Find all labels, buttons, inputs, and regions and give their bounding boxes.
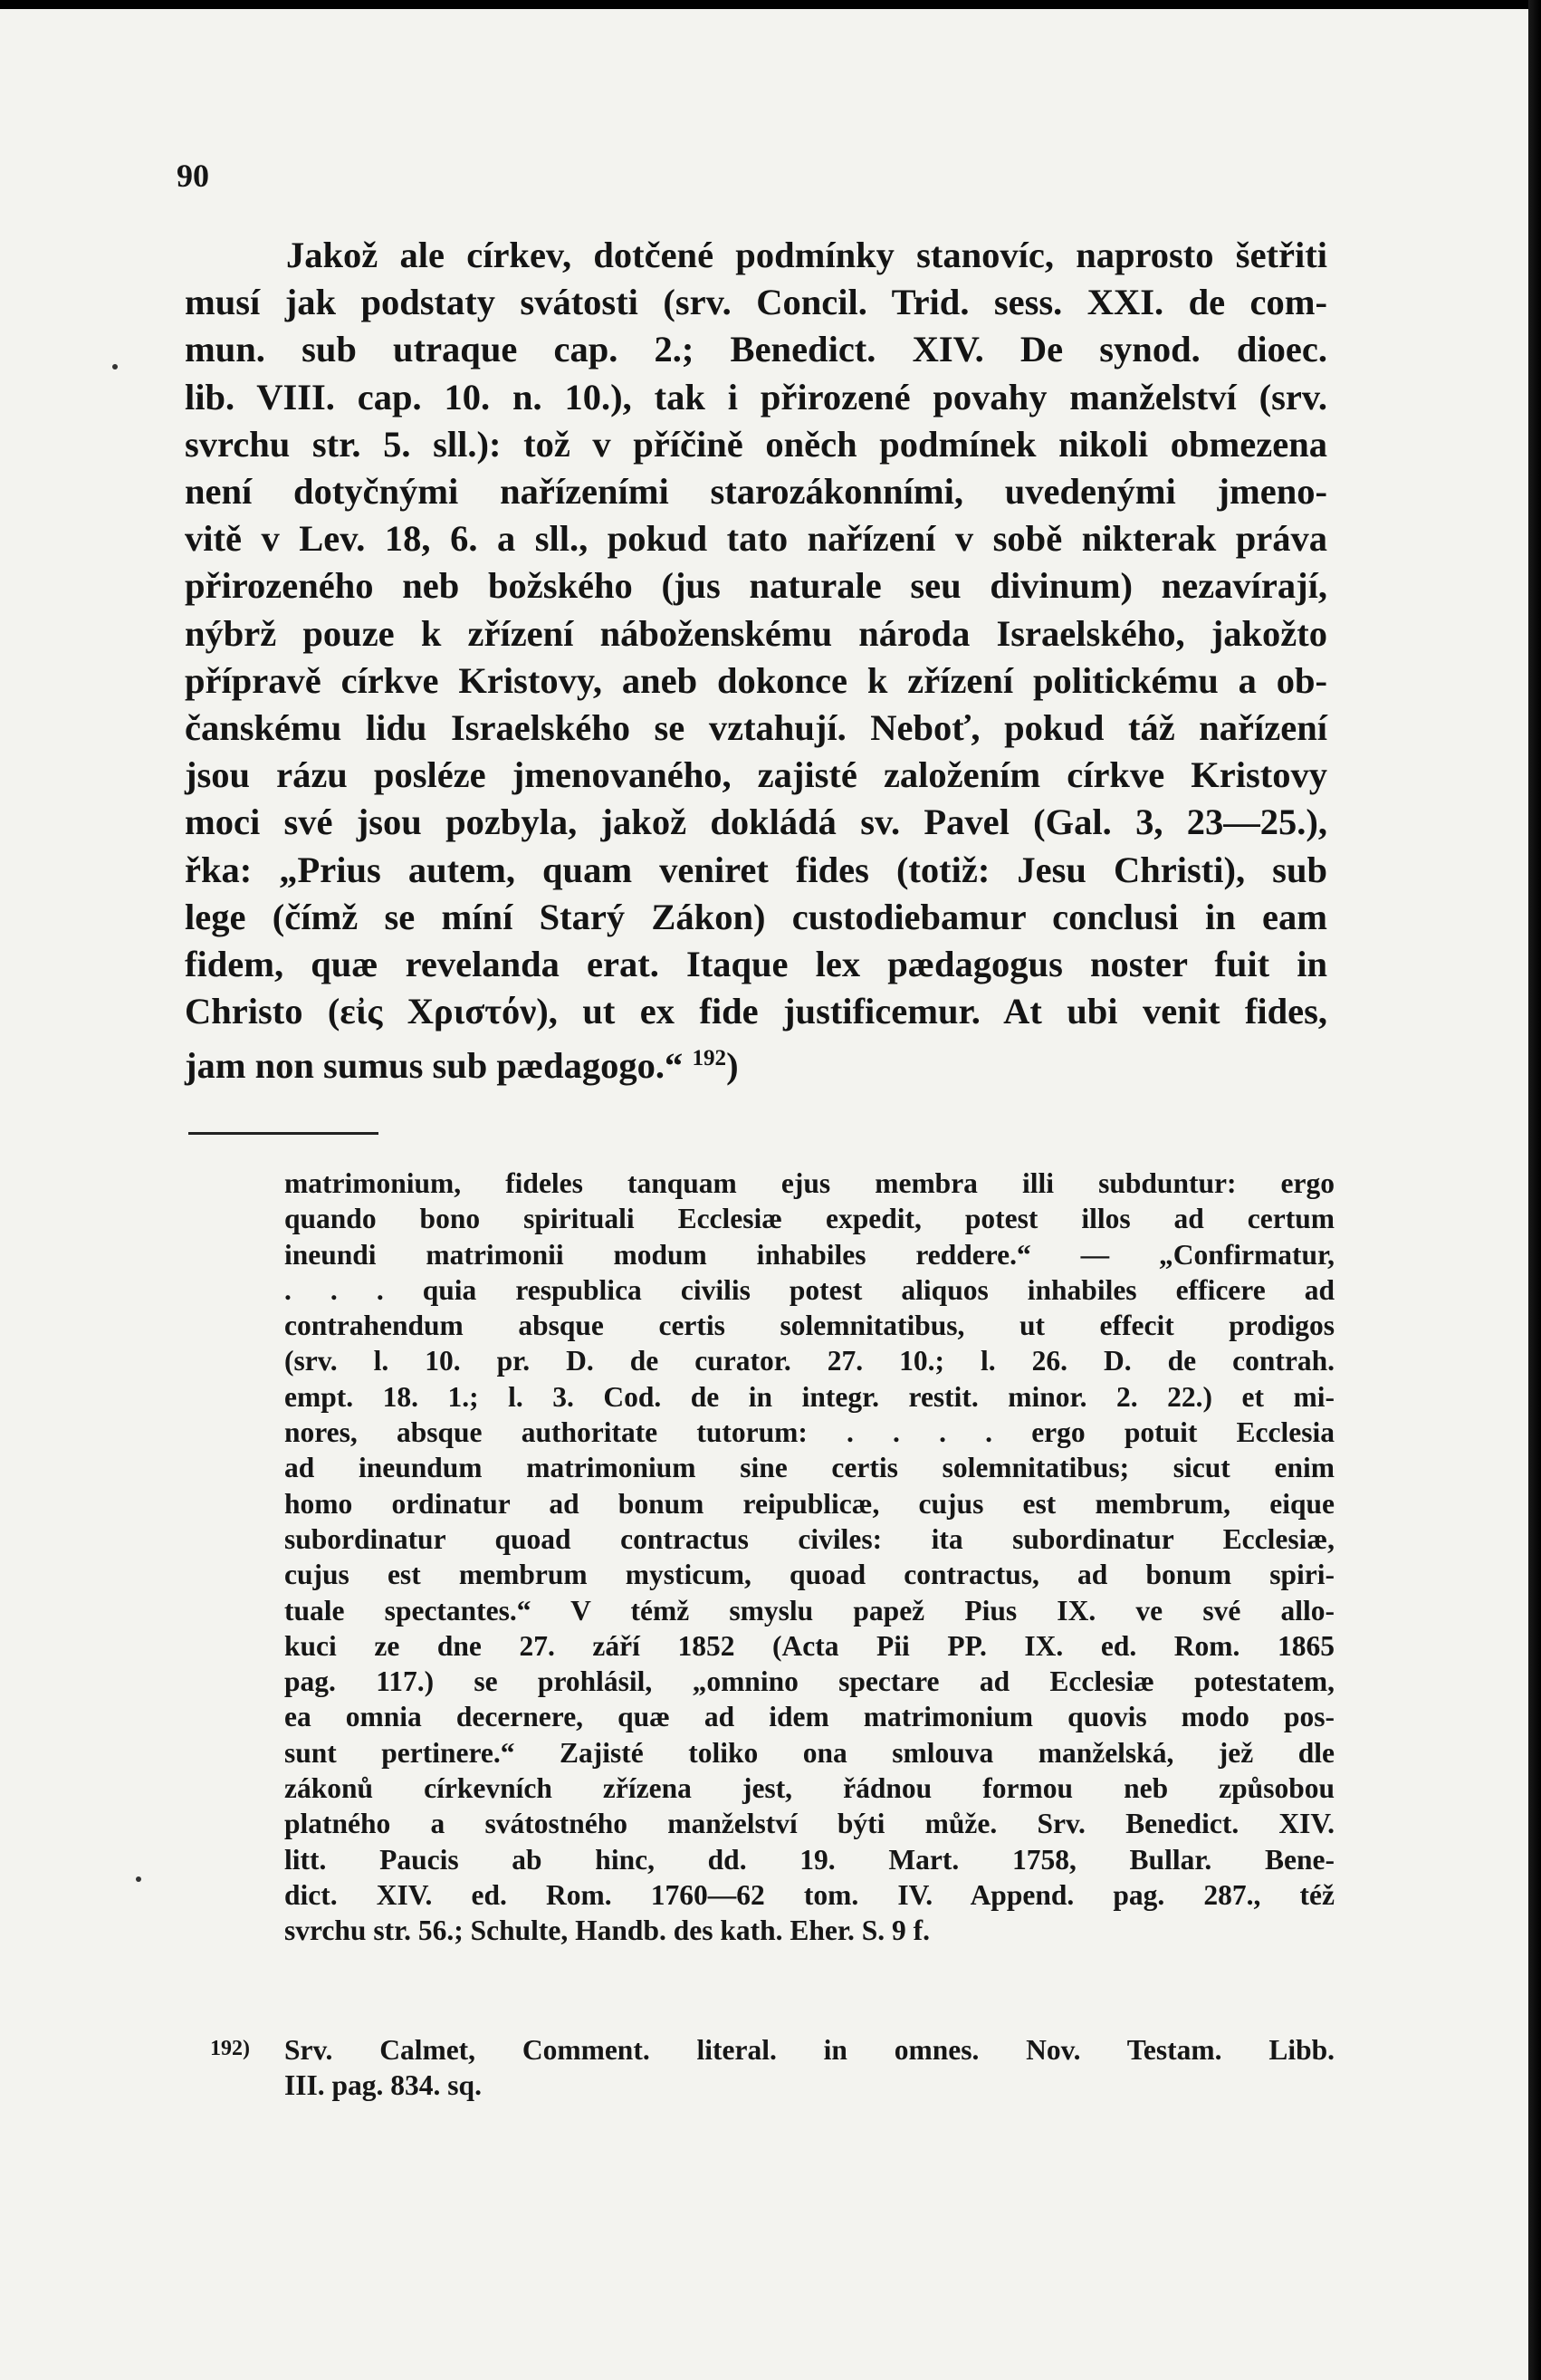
footnote-line: ea omnia decernere, quæ ad idem matrimonium quovis modo pos- — [284, 1701, 1335, 1733]
footnote-line: sunt pertinere.“ Zajisté toliko ona smlouva manželská, jež dle — [284, 1736, 1335, 1769]
main-line: jsou rázu posléze jmenovaného, zajisté založením církve Kristovy — [185, 754, 1327, 796]
footnote-192-line: Srv. Calmet, Comment. literal. in omnes. Nov. Testam. Libb. — [284, 2034, 1335, 2066]
main-line: Christo (εἰς Χριστόν), ut ex fide justificemur. At ubi venit fides, — [185, 991, 1327, 1032]
footnote-line: zákonů církevních zřízena jest, řádnou formou neb způsobou — [284, 1772, 1335, 1805]
book-page — [0, 9, 1528, 2380]
main-line: moci své jsou pozbyla, jakož dokládá sv. Pavel (Gal. 3, 23—25.), — [185, 801, 1327, 843]
footnote-line: subordinatur quoad contractus civiles: ita subordinatur Ecclesiæ, — [284, 1522, 1335, 1555]
footnote-line: (srv. l. 10. pr. D. de curator. 27. 10.; l. 26. D. de contrah. — [284, 1345, 1335, 1377]
footnote-line: homo ordinatur ad bonum reipublicæ, cujus est membrum, eique — [284, 1487, 1335, 1520]
page-number: 90 — [177, 158, 209, 194]
footnote-divider — [188, 1132, 378, 1135]
main-line: vitě v Lev. 18, 6. a sll., pokud tato nařízení v sobě nikterak práva — [185, 518, 1327, 560]
main-body-text — [185, 232, 1327, 1089]
footnote-line: quando bono spirituali Ecclesiæ expedit, potest illos ad certum — [284, 1203, 1335, 1235]
footnote-continuation — [284, 1166, 1335, 1949]
scan-speck — [136, 1876, 141, 1882]
footnote-192-marker: 192) — [210, 2037, 250, 2060]
footnote-192 — [284, 2032, 1335, 2104]
main-line: lib. VIII. cap. 10. n. 10.), tak i přirozené povahy manželství (srv. — [185, 376, 1327, 417]
main-line: nýbrž pouze k zřízení náboženskému národa Israelského, jakožto — [185, 612, 1327, 654]
footnote-line: platného a svátostného manželství býti může. Srv. Benedict. XIV. — [284, 1808, 1335, 1840]
main-line: řka: „Prius autem, quam veniret fides (totiž: Jesu Christi), sub — [185, 849, 1327, 890]
footnote-line: cujus est membrum mysticum, quoad contractus, ad bonum spiri- — [284, 1559, 1335, 1591]
main-line: svrchu str. 5. sll.): tož v příčině oněch podmínek nikoli obmezena — [185, 423, 1327, 465]
page-edge-shadow — [1528, 0, 1541, 2380]
main-line: musí jak podstaty svátosti (srv. Concil. Trid. sess. XXI. de com- — [185, 282, 1327, 323]
footnote-line: empt. 18. 1.; l. 3. Cod. de in integr. restit. minor. 2. 22.) et mi- — [284, 1380, 1335, 1413]
main-line: Jakož ale církev, dotčené podmínky stanovíc, naprosto šetřiti — [286, 235, 1327, 275]
main-line-text: jam non sumus sub pædagogo.“ — [185, 1045, 684, 1087]
footnote-line: . . . quia respublica civilis potest aliquos inhabiles efficere ad — [284, 1273, 1335, 1306]
main-line-last: jam non sumus sub pædagogo.“ $^{192}$) — [185, 1045, 739, 1087]
footnote-line: contrahendum absque certis solemnitatibus, ut effecit prodigos — [284, 1310, 1335, 1342]
footnote-line: ineundi matrimonii modum inhabiles reddere.“ — „Confirmatur, — [284, 1238, 1335, 1271]
footnote-line: dict. XIV. ed. Rom. 1760—62 tom. IV. Append. pag. 287., též — [284, 1878, 1335, 1911]
main-line: lege (čímž se míní Starý Zákon) custodiebamur conclusi in eam — [185, 896, 1327, 937]
footnote-line: pag. 117.) se prohlásil, „omnino spectare ad Ecclesiæ potestatem, — [284, 1665, 1335, 1698]
footnote-line: svrchu str. 56.; Schulte, Handb. des kath. Eher. S. 9 f. — [284, 1915, 930, 1947]
footnote-line: kuci ze dne 27. září 1852 (Acta Pii PP. IX. ed. Rom. 1865 — [284, 1629, 1335, 1662]
main-line: přirozeného neb božského (jus naturale seu divinum) nezavírají, — [185, 565, 1327, 607]
main-line: není dotyčnými nařízeními starozákonními, uvedenými jmeno- — [185, 471, 1327, 513]
main-line: přípravě církve Kristovy, aneb dokonce k zřízení politickému a ob- — [185, 659, 1327, 701]
footnote-reference: 192 — [692, 1046, 727, 1071]
footnote-line: nores, absque authoritate tutorum: . . . . ergo potuit Ecclesia — [284, 1416, 1335, 1449]
footnote-line: ad ineundum matrimonium sine certis solemnitatibus; sicut enim — [284, 1452, 1335, 1484]
footnote-line: tuale spectantes.“ V témž smyslu papež Pius IX. ve své allo- — [284, 1594, 1335, 1627]
footnote-line: litt. Paucis ab hinc, dd. 19. Mart. 1758, Bullar. Bene- — [284, 1843, 1335, 1876]
footnote-192-line: III. pag. 834. sq. — [284, 2069, 482, 2102]
main-line: čanskému lidu Israelského se vztahují. Neboť, pokud táž nařízení — [185, 707, 1327, 749]
main-line: fidem, quæ revelanda erat. Itaque lex pædagogus noster fuit in — [185, 944, 1327, 985]
main-line: mun. sub utraque cap. 2.; Benedict. XIV. De synod. dioec. — [185, 329, 1327, 370]
footnote-line: matrimonium, fideles tanquam ejus membra illi subduntur: ergo — [284, 1167, 1335, 1199]
scan-speck — [112, 364, 118, 369]
